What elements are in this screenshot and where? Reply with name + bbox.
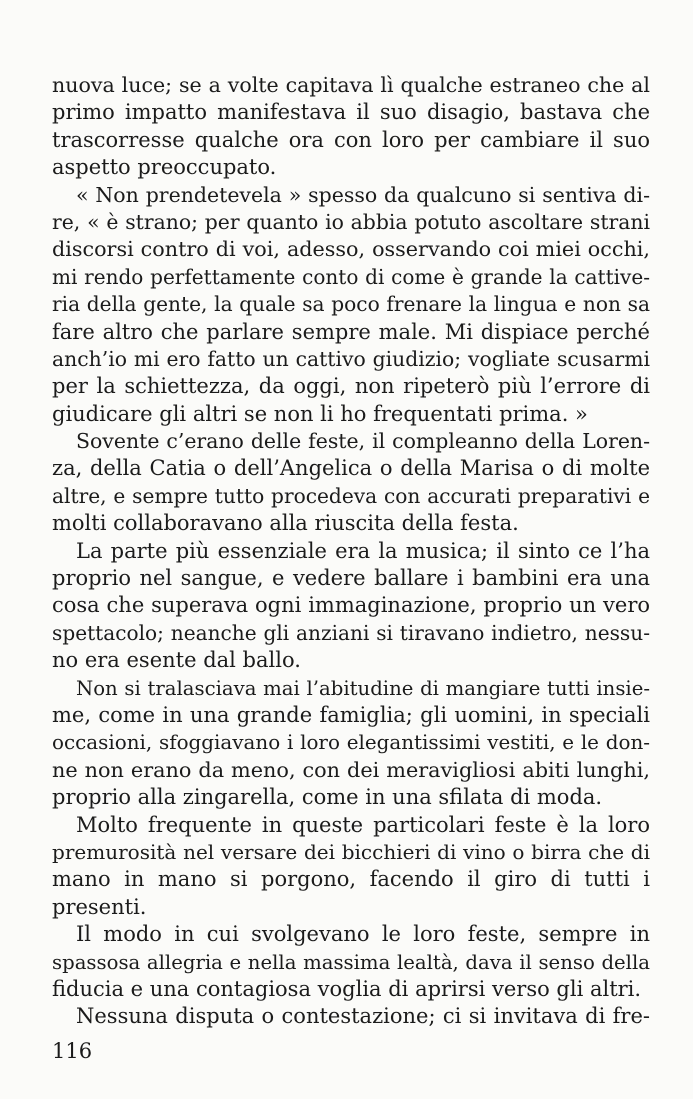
text-line: cosa che superava ogni immaginazione, proprio un vero bbox=[52, 593, 650, 618]
text-line: mi rendo perfettamente conto di come è grande la cattive- bbox=[52, 264, 650, 289]
text-line: molti collaboravano alla riuscita della festa. bbox=[52, 511, 519, 536]
text-line: Molto frequente in queste particolari feste è la loro bbox=[76, 812, 650, 837]
text-line: Non si tralasciava mai l’abitudine di mangiare tutti insie- bbox=[76, 676, 650, 700]
body-text bbox=[52, 72, 650, 1031]
text-line: Sovente c’erano delle feste, il compleanno della Loren- bbox=[76, 429, 650, 454]
text-line: me, come in una grande famiglia; gli uomini, in speciali bbox=[52, 702, 650, 727]
text-line: trascorresse qualche ora con loro per cambiare il suo bbox=[52, 127, 650, 152]
text-line: proprio alla zingarella, come in una sfilata di moda. bbox=[52, 785, 603, 810]
text-line: fiducia e una contagiosa voglia di aprirsi verso gli altri. bbox=[52, 976, 642, 1001]
text-line: « Non prendetevela » spesso da qualcuno si sentiva di- bbox=[76, 182, 650, 207]
text-line: za, della Catia o dell’Angelica o della Marisa o di molte bbox=[52, 456, 650, 481]
text-line: aspetto preoccupato. bbox=[52, 155, 277, 180]
text-line: fare altro che parlare sempre male. Mi dispiace perché bbox=[52, 319, 650, 344]
text-line: Nessuna disputa o contestazione; ci si invitava di fre- bbox=[76, 1004, 650, 1029]
text-line: premurosità nel versare dei bicchieri di vino o birra che di bbox=[52, 839, 650, 864]
text-line: no era esente dal ballo. bbox=[52, 648, 301, 673]
text-line: spettacolo; neanche gli anziani si tiravano indietro, nessu- bbox=[52, 620, 650, 645]
text-line: La parte più essenziale era la musica; il sinto ce l’ha bbox=[76, 538, 650, 563]
text-line: presenti. bbox=[52, 894, 147, 919]
text-line: anch’io mi ero fatto un cattivo giudizio; vogliate scusarmi bbox=[52, 346, 650, 371]
text-line: Il modo in cui svolgevano le loro feste, sempre in bbox=[76, 922, 650, 947]
text-line: ria della gente, la quale sa poco frenare la lingua e non sa bbox=[52, 292, 650, 317]
text-line: discorsi contro di voi, adesso, osservando coi miei occhi, bbox=[52, 237, 650, 262]
text-line: mano in mano si porgono, facendo il giro di tutti i bbox=[52, 867, 650, 892]
page-number: 116 bbox=[52, 1039, 93, 1063]
text-line: occasioni, sfoggiavano i loro elegantissimi vestiti, e le don- bbox=[52, 731, 650, 755]
text-line: per la schiettezza, da oggi, non ripeterò più l’errore di bbox=[52, 374, 650, 399]
text-line: nuova luce; se a volte capitava lì qualche estraneo che al bbox=[52, 73, 650, 97]
text-line: spassosa allegria e nella massima lealtà, dava il senso della bbox=[52, 950, 650, 974]
text-line: giudicare gli altri se non li ho frequentati prima. » bbox=[52, 401, 588, 426]
text-line: re, « è strano; per quanto io abbia potuto ascoltare strani bbox=[52, 209, 650, 234]
text-line: ne non erano da meno, con dei meravigliosi abiti lunghi, bbox=[52, 757, 650, 782]
text-line: proprio nel sangue, e vedere ballare i bambini era una bbox=[52, 566, 650, 591]
text-line: primo impatto manifestava il suo disagio, bastava che bbox=[52, 100, 650, 125]
text-line: altre, e sempre tutto procedeva con accurati preparativi e bbox=[52, 483, 650, 508]
